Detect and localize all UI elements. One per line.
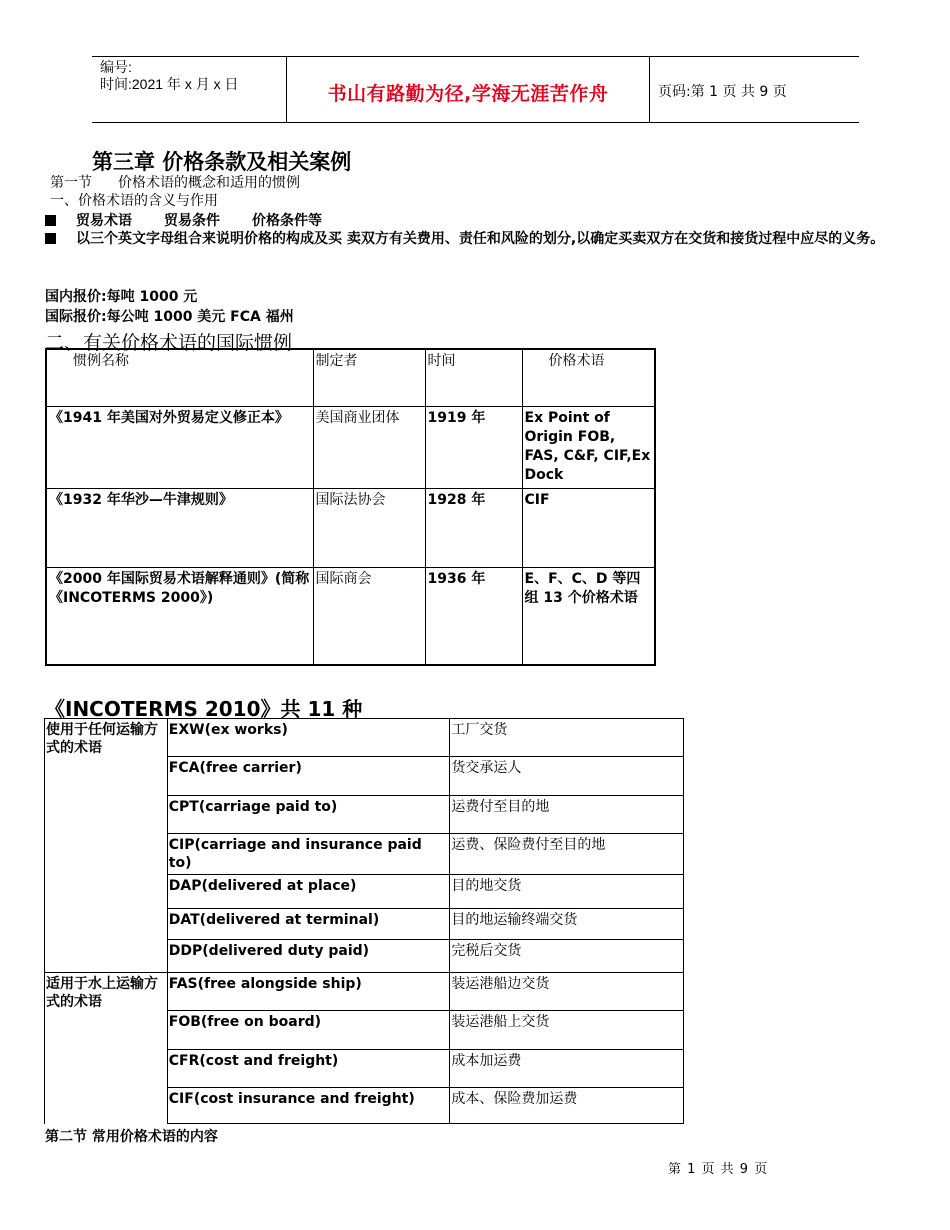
header-top-rule [92, 56, 859, 57]
bullet-definition-text: 以三个英文字母组合来说明价格的构成及买 卖双方有关费用、责任和风险的划分,以确定买卖双方在交货和接货过程中应尽的义务。 [76, 231, 885, 247]
term-cell: DDP(delivered duty paid) [167, 940, 450, 973]
table-row [45, 719, 684, 757]
group-label: 适用于水上运输方式的术语 [45, 973, 168, 1124]
header-divider [649, 56, 650, 122]
square-bullet-icon [45, 233, 56, 244]
chapter-title: 第三章 价格条款及相关案例 [92, 150, 352, 174]
bullet-term: 贸易术语 [76, 213, 132, 229]
table-cell: 1919 年 [425, 406, 522, 488]
table-cell: 国际法协会 [313, 488, 425, 567]
table-cell: 国际商会 [313, 567, 425, 665]
meaning-cell: 目的地运输终端交货 [450, 909, 684, 940]
header-meta [100, 59, 238, 93]
table-row [46, 567, 655, 665]
table-cell: 1936 年 [425, 567, 522, 665]
meaning-cell: 成本、保险费加运费 [450, 1088, 684, 1124]
conventions-table [45, 348, 656, 666]
meaning-cell: 完税后交货 [450, 940, 684, 973]
section-1-label: 第一节 [50, 175, 92, 191]
header-page-number: 页码:第 1 页 共 9 页 [658, 84, 787, 100]
meaning-cell: 运费付至目的地 [450, 796, 684, 834]
subsection-2-heading: 二、有关价格术语的国际惯例 [45, 332, 293, 354]
table-cell: 《2000 年国际贸易术语解释通则》(简称《INCOTERMS 2000》) [46, 567, 313, 665]
term-cell: DAP(delivered at place) [167, 875, 450, 909]
incoterms-title: 《INCOTERMS 2010》共 11 种 [45, 697, 363, 721]
meaning-cell: 工厂交货 [450, 719, 684, 757]
table-cell: E、F、C、D 等四组 13 个价格术语 [522, 567, 655, 665]
column-header: 价格术语 [522, 349, 655, 406]
table-cell: Ex Point of Origin FOB, FAS, C&F, CIF,Ex Dock [522, 406, 655, 488]
subsection-1-heading: 一、价格术语的含义与作用 [50, 193, 218, 209]
bullet-term: 贸易条件 [164, 213, 220, 229]
bullet-terms [45, 210, 322, 230]
square-bullet-icon [45, 215, 56, 226]
table-cell: CIF [522, 488, 655, 567]
bullet-definition [45, 229, 915, 249]
international-price: 国际报价:每公吨 1000 美元 FCA 福州 [45, 309, 294, 325]
incoterms-table [44, 718, 684, 1124]
table-row [46, 406, 655, 488]
bullet-term: 价格条件等 [252, 213, 322, 229]
table-cell: 1928 年 [425, 488, 522, 567]
number-label: 编号: [100, 59, 132, 75]
meaning-cell: 目的地交货 [450, 875, 684, 909]
header-motto: 书山有路勤为径,学海无涯苦作舟 [327, 83, 609, 105]
meaning-cell: 成本加运费 [450, 1050, 684, 1088]
term-cell: FCA(free carrier) [167, 757, 450, 796]
section-1-heading [50, 172, 300, 192]
footer-page-number: 第 1 页 共 9 页 [668, 1162, 769, 1177]
meaning-cell: 货交承运人 [450, 757, 684, 796]
domestic-price: 国内报价:每吨 1000 元 [45, 289, 198, 305]
term-cell: CIF(cost insurance and freight) [167, 1088, 450, 1124]
table-header-row [46, 349, 655, 406]
meaning-cell: 运费、保险费付至目的地 [450, 834, 684, 875]
term-cell: DAT(delivered at terminal) [167, 909, 450, 940]
column-header: 惯例名称 [46, 349, 313, 406]
group-label: 使用于任何运输方式的术语 [45, 719, 168, 973]
section-1-title: 价格术语的概念和适用的惯例 [118, 175, 300, 191]
term-cell: FAS(free alongside ship) [167, 973, 450, 1011]
column-header: 制定者 [313, 349, 425, 406]
table-row [46, 488, 655, 567]
meaning-cell: 装运港船上交货 [450, 1011, 684, 1050]
meaning-cell: 装运港船边交货 [450, 973, 684, 1011]
section-2-heading: 第二节 常用价格术语的内容 [45, 1129, 218, 1145]
table-cell: 《1941 年美国对外贸易定义修正本》 [46, 406, 313, 488]
header-bottom-rule [92, 122, 859, 123]
column-header: 时间 [425, 349, 522, 406]
term-cell: CPT(carriage paid to) [167, 796, 450, 834]
term-cell: FOB(free on board) [167, 1011, 450, 1050]
table-row [45, 973, 684, 1011]
term-cell: CIP(carriage and insurance paid to) [167, 834, 450, 875]
term-cell: EXW(ex works) [167, 719, 450, 757]
table-cell: 美国商业团体 [313, 406, 425, 488]
term-cell: CFR(cost and freight) [167, 1050, 450, 1088]
table-cell: 《1932 年华沙—牛津规则》 [46, 488, 313, 567]
time-label: 时间:2021 年 x 月 x 日 [100, 76, 239, 92]
